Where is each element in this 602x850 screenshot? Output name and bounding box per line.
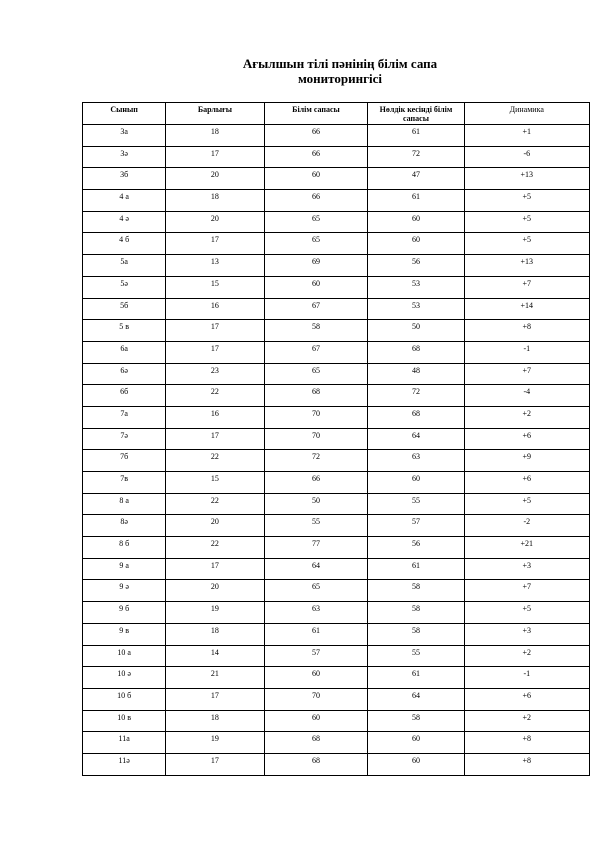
table-row [83,667,590,689]
cell-quality: 66 [264,125,368,147]
cell-class: 10 ә [83,667,166,689]
header-total: Барлығы [166,103,264,125]
cell-total: 18 [166,190,264,212]
cell-zero-cut-quality: 60 [368,732,464,754]
cell-zero-cut-quality: 55 [368,645,464,667]
cell-total: 15 [166,472,264,494]
cell-quality: 58 [264,320,368,342]
document-title-line-2: мониторингісі [298,71,382,86]
cell-class: 9 ә [83,580,166,602]
cell-total: 16 [166,298,264,320]
cell-total: 17 [166,688,264,710]
cell-quality: 77 [264,537,368,559]
table-row [83,450,590,472]
table-row [83,406,590,428]
cell-dynamics: +2 [464,645,589,667]
table-row [83,363,590,385]
cell-class: 3ә [83,146,166,168]
cell-dynamics: +7 [464,363,589,385]
header-quality: Білім сапасы [264,103,368,125]
table-row [83,753,590,775]
cell-total: 17 [166,233,264,255]
cell-dynamics: +9 [464,450,589,472]
cell-total: 17 [166,146,264,168]
cell-total: 17 [166,558,264,580]
table-row [83,710,590,732]
cell-zero-cut-quality: 56 [368,537,464,559]
cell-total: 21 [166,667,264,689]
cell-zero-cut-quality: 64 [368,688,464,710]
table-row [83,558,590,580]
cell-total: 22 [166,537,264,559]
cell-class: 10 б [83,688,166,710]
table-row [83,602,590,624]
table-row [83,341,590,363]
cell-quality: 60 [264,710,368,732]
table-row [83,146,590,168]
cell-class: 4 б [83,233,166,255]
table-row [83,537,590,559]
cell-class: 4 ә [83,211,166,233]
monitoring-table [82,102,590,776]
cell-class: 8ә [83,515,166,537]
cell-zero-cut-quality: 47 [368,168,464,190]
cell-zero-cut-quality: 56 [368,255,464,277]
cell-class: 10 а [83,645,166,667]
cell-zero-cut-quality: 61 [368,190,464,212]
cell-zero-cut-quality: 53 [368,298,464,320]
cell-dynamics: +5 [464,211,589,233]
cell-class: 7ә [83,428,166,450]
cell-total: 22 [166,385,264,407]
cell-dynamics: +5 [464,190,589,212]
cell-total: 16 [166,406,264,428]
cell-class: 7б [83,450,166,472]
table-row [83,645,590,667]
cell-quality: 64 [264,558,368,580]
cell-dynamics: +13 [464,168,589,190]
cell-total: 17 [166,341,264,363]
cell-quality: 66 [264,472,368,494]
cell-dynamics: +8 [464,320,589,342]
cell-class: 10 в [83,710,166,732]
table-header-row [83,103,590,125]
document-title: Ағылшын тілі пәнінің білім сапа [242,56,438,71]
cell-zero-cut-quality: 60 [368,753,464,775]
cell-dynamics: +1 [464,125,589,147]
cell-zero-cut-quality: 57 [368,515,464,537]
table-row [83,320,590,342]
cell-quality: 70 [264,688,368,710]
cell-dynamics: -4 [464,385,589,407]
table-row [83,190,590,212]
cell-class: 11ә [83,753,166,775]
cell-quality: 60 [264,168,368,190]
cell-total: 22 [166,493,264,515]
cell-zero-cut-quality: 72 [368,146,464,168]
cell-zero-cut-quality: 68 [368,406,464,428]
table-row [83,472,590,494]
cell-class: 9 б [83,602,166,624]
cell-dynamics: +6 [464,688,589,710]
table-row [83,298,590,320]
cell-zero-cut-quality: 58 [368,580,464,602]
table-row [83,211,590,233]
cell-class: 6ә [83,363,166,385]
cell-total: 23 [166,363,264,385]
cell-dynamics: +2 [464,710,589,732]
cell-total: 20 [166,580,264,602]
cell-dynamics: +2 [464,406,589,428]
table-row [83,580,590,602]
cell-zero-cut-quality: 58 [368,623,464,645]
cell-class: 5 в [83,320,166,342]
cell-zero-cut-quality: 61 [368,667,464,689]
table-row [83,428,590,450]
cell-zero-cut-quality: 48 [368,363,464,385]
cell-quality: 65 [264,363,368,385]
cell-class: 9 а [83,558,166,580]
cell-dynamics: +14 [464,298,589,320]
cell-dynamics: +5 [464,233,589,255]
cell-class: 11а [83,732,166,754]
cell-quality: 65 [264,233,368,255]
cell-class: 3а [83,125,166,147]
cell-dynamics: +6 [464,428,589,450]
cell-class: 5а [83,255,166,277]
cell-total: 17 [166,753,264,775]
cell-dynamics: +5 [464,493,589,515]
cell-zero-cut-quality: 50 [368,320,464,342]
cell-quality: 65 [264,580,368,602]
table-row [83,688,590,710]
header-dynamics: Динамика [464,103,589,125]
table-row [83,255,590,277]
cell-dynamics: +6 [464,472,589,494]
cell-total: 14 [166,645,264,667]
table-row [83,168,590,190]
cell-dynamics: +5 [464,602,589,624]
table-row [83,732,590,754]
cell-class: 9 в [83,623,166,645]
cell-dynamics: +8 [464,732,589,754]
cell-total: 18 [166,125,264,147]
cell-total: 18 [166,710,264,732]
cell-quality: 67 [264,298,368,320]
cell-total: 18 [166,623,264,645]
table-row [83,623,590,645]
cell-dynamics: +7 [464,276,589,298]
cell-dynamics: +3 [464,623,589,645]
cell-quality: 65 [264,211,368,233]
cell-dynamics: -1 [464,341,589,363]
cell-class: 8 б [83,537,166,559]
cell-quality: 55 [264,515,368,537]
cell-quality: 68 [264,385,368,407]
cell-dynamics: +21 [464,537,589,559]
cell-zero-cut-quality: 60 [368,233,464,255]
cell-total: 20 [166,211,264,233]
cell-quality: 70 [264,428,368,450]
table-row [83,125,590,147]
cell-total: 20 [166,515,264,537]
cell-dynamics: +13 [464,255,589,277]
cell-dynamics: -6 [464,146,589,168]
cell-zero-cut-quality: 68 [368,341,464,363]
cell-class: 3б [83,168,166,190]
cell-quality: 68 [264,753,368,775]
cell-quality: 69 [264,255,368,277]
cell-total: 17 [166,320,264,342]
cell-total: 19 [166,602,264,624]
cell-zero-cut-quality: 60 [368,211,464,233]
cell-zero-cut-quality: 53 [368,276,464,298]
cell-class: 7а [83,406,166,428]
cell-quality: 70 [264,406,368,428]
header-class: Сынып [83,103,166,125]
cell-zero-cut-quality: 63 [368,450,464,472]
cell-dynamics: +8 [464,753,589,775]
cell-dynamics: +3 [464,558,589,580]
cell-quality: 60 [264,276,368,298]
cell-zero-cut-quality: 72 [368,385,464,407]
cell-total: 15 [166,276,264,298]
cell-class: 6б [83,385,166,407]
cell-class: 5ә [83,276,166,298]
cell-total: 20 [166,168,264,190]
cell-quality: 61 [264,623,368,645]
cell-zero-cut-quality: 60 [368,472,464,494]
table-row [83,493,590,515]
table-row [83,233,590,255]
cell-quality: 63 [264,602,368,624]
cell-zero-cut-quality: 64 [368,428,464,450]
cell-dynamics: -1 [464,667,589,689]
cell-zero-cut-quality: 61 [368,125,464,147]
cell-dynamics: -2 [464,515,589,537]
cell-quality: 60 [264,667,368,689]
cell-quality: 72 [264,450,368,472]
cell-quality: 50 [264,493,368,515]
cell-quality: 66 [264,146,368,168]
cell-zero-cut-quality: 58 [368,710,464,732]
cell-total: 17 [166,428,264,450]
cell-zero-cut-quality: 55 [368,493,464,515]
cell-total: 19 [166,732,264,754]
cell-total: 22 [166,450,264,472]
cell-dynamics: +7 [464,580,589,602]
cell-class: 6а [83,341,166,363]
table-row [83,385,590,407]
cell-quality: 68 [264,732,368,754]
cell-quality: 67 [264,341,368,363]
cell-zero-cut-quality: 61 [368,558,464,580]
cell-class: 7в [83,472,166,494]
table-row [83,515,590,537]
cell-class: 5б [83,298,166,320]
table-body [83,125,590,776]
cell-zero-cut-quality: 58 [368,602,464,624]
cell-class: 4 а [83,190,166,212]
cell-quality: 57 [264,645,368,667]
cell-class: 8 а [83,493,166,515]
table-row [83,276,590,298]
cell-quality: 66 [264,190,368,212]
header-zero-cut-quality: Нөлдік кесінді білім сапасы [368,103,464,125]
cell-total: 13 [166,255,264,277]
